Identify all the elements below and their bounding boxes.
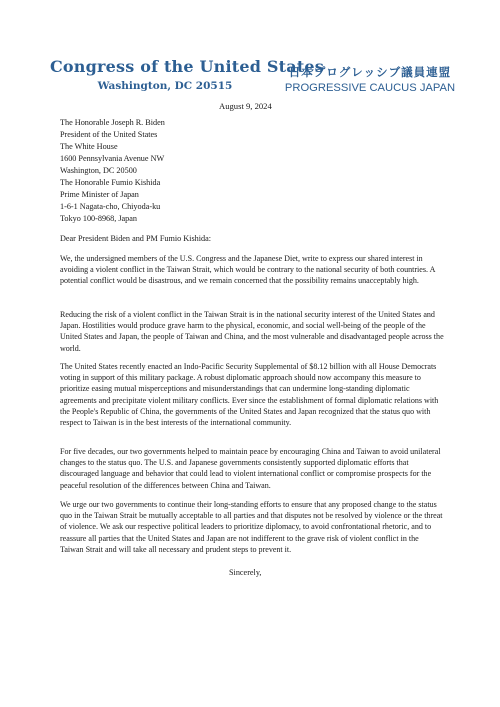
address-line: The Honorable Joseph R. Biden: [60, 118, 165, 127]
address-line: 1-6-1 Nagata-cho, Chiyoda-ku: [60, 202, 161, 212]
letterhead-subtitle: Washington, DC 20515: [97, 80, 233, 92]
caucus-japanese-name: 日本プログレッシブ議員連盟: [288, 65, 452, 79]
salutation: Dear President Biden and PM Fumio Kishida:: [60, 234, 212, 243]
closing: Sincerely,: [229, 568, 262, 577]
address-line: Tokyo 100-8968, Japan: [60, 214, 137, 224]
body-paragraph: Reducing the risk of a violent conflict in the Taiwan Strait is in the national security interest of the United States and Japan. Hostilities would produce grave harm to the physical, economic, and social well-being of the people of the United States and Japan, the people of Taiwan and China, and the most vulnerable and disadvantaged people across the world.: [60, 310, 444, 353]
letterhead-title: Congress of the United States: [50, 57, 325, 76]
body-paragraph: We, the undersigned members of the U.S. Congress and the Japanese Diet, write to express our shared interest in avoiding a violent conflict in the Taiwan Strait, which would be contrary to the national security of both countries. A potential conflict would be disastrous, and we remain concerned that the possibility remains unacceptably high.: [60, 254, 435, 286]
recipient-address-block: [60, 117, 165, 177]
caucus-english-name: PROGRESSIVE CAUCUS JAPAN: [284, 82, 456, 94]
body-paragraph: For five decades, our two governments helped to maintain peace by encouraging China and Taiwan to avoid unilateral changes to the status quo. The U.S. and Japanese governments consistently supported diplomatic efforts that discouraged language and behavior that could lead to violent international conflict or compromise prospects for the peaceful resolution of the differences between China and Taiwan.: [60, 447, 441, 490]
caucus-letterhead: [280, 64, 460, 94]
letter-date: August 9, 2024: [219, 101, 272, 111]
body-paragraph: We urge our two governments to continue their long-standing efforts to ensure that any proposed change to the status quo in the Taiwan Strait be mutually acceptable to all parties and that disputes not be resolved by violence or the threat of violence. We ask our respective political leaders to prioritize diplomacy, to avoid confrontational rhetoric, and to reassure all parties that the United States and Japan are not indifferent to the grave risk of violent conflict in the Taiwan Strait and will take all necessary and prudent steps to prevent it.: [60, 500, 443, 554]
address-line: The Honorable Fumio Kishida: [60, 178, 161, 187]
congress-letterhead: [50, 57, 325, 92]
address-line: President of the United States: [60, 130, 158, 140]
address-line: Prime Minister of Japan: [60, 190, 139, 200]
address-line: The White House: [60, 142, 118, 152]
body-paragraph: The United States recently enacted an Indo-Pacific Security Supplemental of $8.12 billion with all House Democrats voting in support of this military package. A robust diplomatic approach should now accompany this measure to prioritize easing mutual misperceptions and misunderstandings that can undermine long-standing diplomatic agreements and precipitate violent military conflicts. Ever since the establishment of formal diplomatic relations with the People's Republic of China, the governments of the United States and Japan recognized that the status quo with respect to Taiwan is in the best interests of the international community.: [60, 362, 439, 428]
address-line: Washington, DC 20500: [60, 166, 137, 176]
address-line: 1600 Pennsylvania Avenue NW: [60, 154, 165, 164]
recipient-address-block: [60, 177, 160, 225]
